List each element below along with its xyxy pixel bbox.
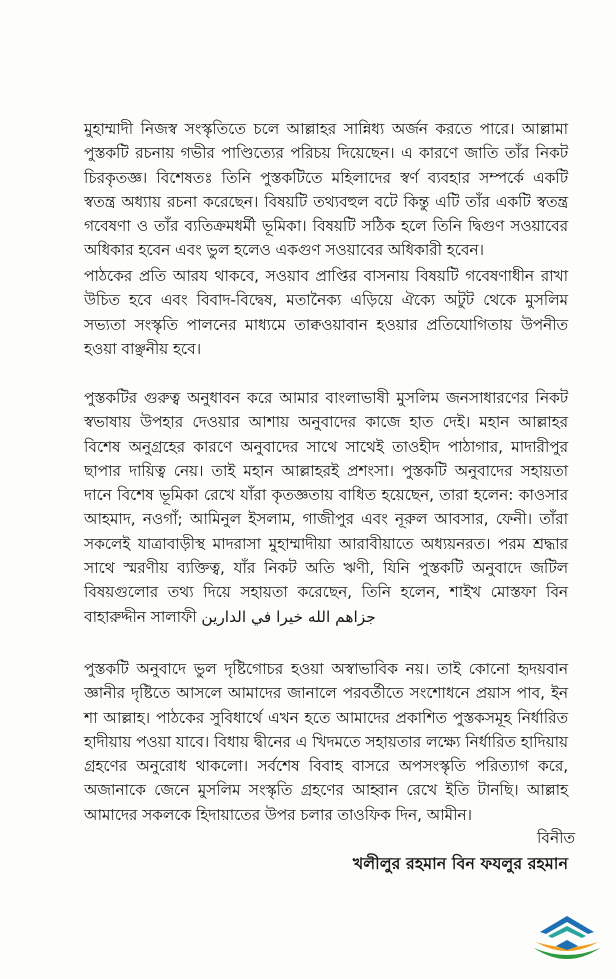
paragraph-3-text: পুস্তকটির গুরুত্ব অনুধাবন করে আমার বাংলাভাষী মুসলিম জনসাধারণের নিকট স্বভাষায় উপহার দেওয়ার আশায় অনুবাদের কাজে হাত দেই। মহান আল্লাহর বিশেষ অনুগ্রহের কারণে অনুবাদের সাথে সাথেই তাওহীদ পাঠাগার, মাদারীপুর ছাপার দায়িত্ব নেয়। তাই মহান আল্লাহরই প্রশংসা। পুস্তকটি অনুবাদের সহায়তা দানে বিশেষ ভূমিকা রেখে যাঁরা কৃতজ্ঞতায় বাধিত হয়েছেন, তারা হলেন: কাওসার আহমাদ, নওগাঁ; আমিনুল ইসলাম, গাজীপুর এবং নূরুল আবসার, ফেনী। তাঁরা সকলেই যাত্রাবাড়ীস্থ মাদরাসা মুহাম্মাদীয়া আরাবীয়াতে অধ্যয়নরত। পরম শ্রদ্ধার সাথে স্মরণীয় ব্যক্তিত্ব, যাঁর নিকট অতি ঋণী, যিনি পুস্তকটি অনুবাদে জটিল বিষয়গুলোর তথ্য দিয়ে সহায়তা করেছেন, তিনি হলেন, শাইখ মোস্তফা বিন বাহারুদ্দীন সালাফী (84, 389, 568, 626)
paragraph-2: পাঠকের প্রতি আরয থাকবে, সওয়াব প্রাপ্তির বাসনায় বিষয়টি গবেষণাধীন রাখা উচিত হবে এবং বিবাদ-বিদ্বেষ, মতানৈক্য এড়িয়ে ঐক্যে অটুট থেকে মুসলিম সভ্যতা সংস্কৃতি পালনের মাধ্যমে তাক্বওয়াবান হওয়ার প্রতিযোগিতায় উপনীত হওয়া বাঞ্ছনীয় হবে। (84, 267, 568, 358)
arabic-dua: جزاهم الله خيرا في الدارين (201, 607, 376, 626)
closing-salutation: বিনীত (537, 829, 576, 847)
author-signature: খলীলুর রহমান বিন ফযলুর রহমান (352, 854, 568, 873)
paragraph-1: মুহাম্মাদী নিজস্ব সংস্কৃতিতে চলে আল্লাহর সান্নিধ্য অর্জন করতে পারে। আল্লামা পুস্তকটি রচনায় গভীর পাণ্ডিত্যের পরিচয় দিয়েছেন। এ কারণে জাতি তাঁর নিকট চিরকৃতজ্ঞ। বিশেষতঃ তিনি পুস্তকটিতে মহিলাদের স্বর্ণ ব্যবহার সম্পর্কে একটি স্বতন্ত্র অধ্যায় রচনা করেছেন। বিষয়টি তথ্যবহুল বটে কিন্তু এটি তাঁর একটি স্বতন্ত্র গবেষণা ও তাঁর ব্যতিক্রমধর্মী ভূমিকা। বিষয়টি সঠিক হলে তিনি দ্বিগুণ সওয়াবের অধিকার হবেন এবং ভুল হলেও একগুণ সওয়াবের অধিকারী হবেন। (84, 120, 568, 260)
paragraph-4: পুস্তকটি অনুবাদে ভুল দৃষ্টিগোচর হওয়া অস্বাভাবিক নয়। তাই কোনো হৃদয়বান জ্ঞানীর দৃষ্টিতে আসলে আমাদের জানালে পরবর্তীতে সংশোধনে প্রয়াস পাব, ইন শা আল্লাহ। পাঠকের সুবিধার্থে এখন হতে আমাদের প্রকাশিত পুস্তকসমূহ নির্ধারিত হাদীয়ায় পওয়া যাবে। বিধায় দ্বীনের এ খিদমতে সহায়তার লক্ষ্যে নির্ধারিত হাদিয়ায় গ্রহণের অনুরোধ থাকলো। সর্বশেষ বিবাহ বাসরে অপসংস্কৃতি পরিত্যাগ করে, অজানাকে জেনে মুসলিম সংস্কৃতি গ্রহণের আহ্বান রেখে ইতি টানছি। আল্লাহ আমাদের সকলকে হিদায়াতের উপর চলার তাওফিক দিন, আমীন। (84, 660, 568, 824)
publisher-logo-icon (530, 912, 604, 970)
paragraph-3 (84, 386, 568, 629)
